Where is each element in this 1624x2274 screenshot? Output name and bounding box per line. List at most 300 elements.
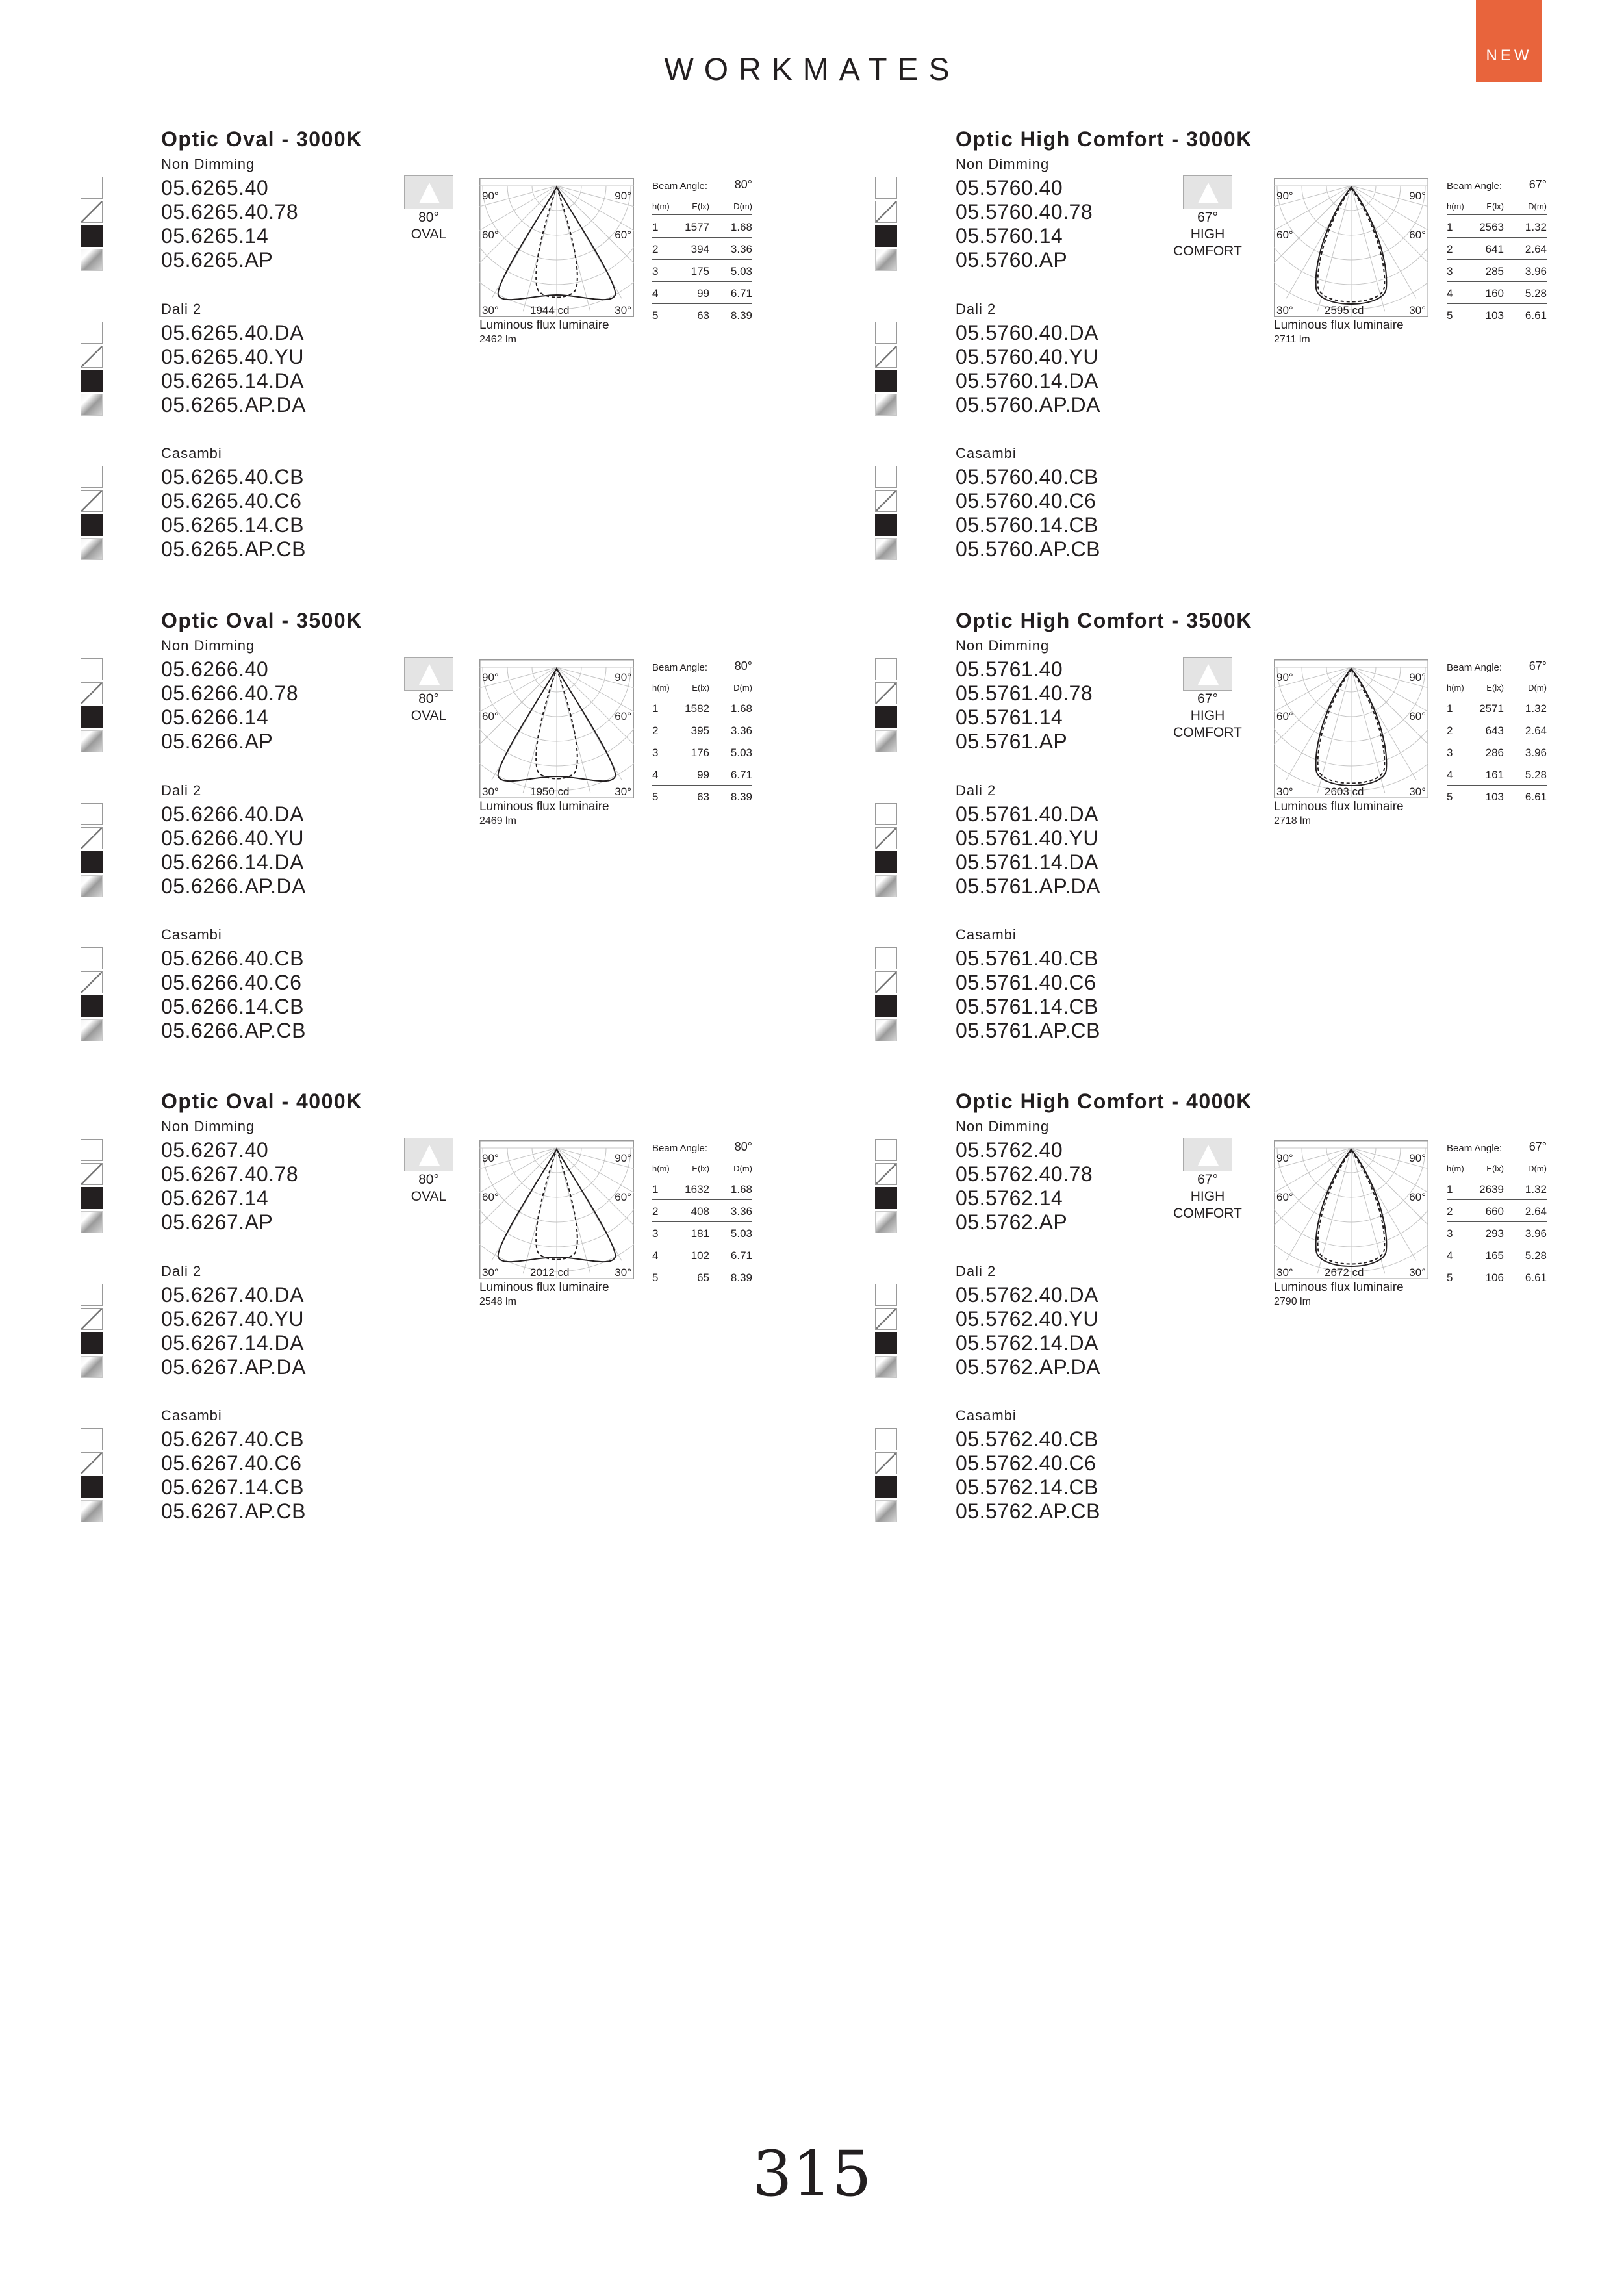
cell-illuminance: 103 <box>1485 309 1504 322</box>
group-label: Casambi <box>956 1407 1017 1424</box>
finish-swatch-line <box>875 346 897 368</box>
product-code: 05.6267.40.78 <box>161 1162 299 1186</box>
beam-angle-label-line: OVAL <box>411 708 447 723</box>
finish-swatch-line <box>875 827 897 849</box>
product-code-row <box>81 1427 444 1451</box>
cell-illuminance: 102 <box>691 1249 709 1262</box>
product-code: 05.6266.14.CB <box>161 995 304 1018</box>
finish-swatch-black <box>81 851 103 873</box>
product-code: 05.5761.40.C6 <box>956 971 1097 994</box>
cell-height: 3 <box>652 265 659 277</box>
cell-illuminance: 165 <box>1485 1249 1504 1262</box>
product-code-row <box>875 874 1239 898</box>
beam-angle-label <box>1169 1171 1247 1222</box>
polar-angle-label: 30° <box>615 1266 631 1279</box>
product-block <box>81 127 847 585</box>
finish-swatch-metal <box>875 1019 897 1041</box>
finish-swatch-white <box>81 466 103 488</box>
header-d: D(m) <box>1528 201 1547 211</box>
group-label: Dali 2 <box>956 301 996 317</box>
cell-diameter: 6.61 <box>1525 309 1547 322</box>
beam-angle-label <box>390 1171 468 1205</box>
finish-swatch-line <box>81 682 103 704</box>
cell-height: 2 <box>652 724 659 737</box>
table-header <box>652 682 752 696</box>
finish-swatch-line <box>875 1452 897 1474</box>
finish-swatch-black <box>875 706 897 728</box>
beam-angle-label-line: 80° <box>418 1172 439 1187</box>
finish-swatch-metal <box>81 1356 103 1378</box>
cell-height: 1 <box>1447 221 1453 233</box>
cell-diameter: 1.32 <box>1525 702 1547 715</box>
header-h: h(m) <box>1447 683 1464 693</box>
finish-swatch-black <box>875 995 897 1017</box>
product-code: 05.6265.14 <box>161 224 269 248</box>
product-code-row <box>875 1018 1239 1042</box>
product-code-row <box>875 368 1239 392</box>
cell-diameter: 3.36 <box>730 1205 752 1218</box>
product-code: 05.5762.40.YU <box>956 1307 1098 1331</box>
cell-diameter: 8.39 <box>730 309 752 322</box>
cell-diameter: 5.28 <box>1525 1249 1547 1262</box>
product-code: 05.6267.AP.DA <box>161 1355 306 1379</box>
table-row <box>652 282 752 304</box>
product-code-row <box>875 392 1239 416</box>
finish-swatch-black <box>875 1476 897 1498</box>
product-code: 05.6267.40.CB <box>161 1427 304 1451</box>
finish-swatch-white <box>81 322 103 344</box>
product-code-row <box>875 537 1239 561</box>
cell-diameter: 2.64 <box>1525 724 1547 737</box>
finish-swatch-black <box>81 370 103 392</box>
table-row <box>1447 763 1547 786</box>
header-d: D(m) <box>733 1164 752 1173</box>
cell-diameter: 5.03 <box>730 1227 752 1240</box>
cell-height: 2 <box>652 1205 659 1218</box>
cell-diameter: 6.71 <box>730 769 752 781</box>
group-label: Dali 2 <box>161 782 202 798</box>
polar-angle-label: 30° <box>1276 304 1293 316</box>
cell-diameter: 1.32 <box>1525 1183 1547 1195</box>
polar-angle-label: 90° <box>1409 671 1426 683</box>
beam-angle-label-line: HIGH <box>1190 227 1225 242</box>
beam-angle-value: 80° <box>734 1140 752 1153</box>
product-code-row <box>875 465 1239 489</box>
finish-swatch-white <box>875 658 897 680</box>
finish-swatch-white <box>81 947 103 969</box>
group-label: Dali 2 <box>161 1263 202 1279</box>
polar-angle-label: 30° <box>615 786 631 798</box>
product-code: 05.5760.40.DA <box>956 321 1098 344</box>
finish-swatch-metal <box>875 730 897 752</box>
beam-angle-caption: Beam Angle: <box>652 662 708 673</box>
product-code-row <box>81 489 444 513</box>
product-code: 05.6266.AP.DA <box>161 875 306 898</box>
finish-swatch-black <box>81 1476 103 1498</box>
table-row <box>652 1178 752 1200</box>
polar-angle-label: 90° <box>1276 190 1293 202</box>
product-code-row <box>81 465 444 489</box>
product-code: 05.6265.40.YU <box>161 345 304 368</box>
finish-swatch-white <box>81 803 103 825</box>
cell-illuminance: 175 <box>691 265 709 277</box>
product-code-row <box>81 994 444 1018</box>
cone-icon <box>1198 664 1219 685</box>
product-code: 05.5762.AP.DA <box>956 1355 1100 1379</box>
finish-swatch-white <box>875 947 897 969</box>
beam-angle-value: 67° <box>1529 659 1547 672</box>
product-code: 05.5762.14.CB <box>956 1476 1098 1499</box>
finish-swatch-black <box>81 706 103 728</box>
finish-swatch-line <box>875 1308 897 1330</box>
product-code: 05.6267.40.YU <box>161 1307 304 1331</box>
product-code: 05.6267.40 <box>161 1138 269 1162</box>
beam-angle-label-line: HIGH <box>1190 708 1225 723</box>
group-label: Non Dimming <box>956 637 1050 654</box>
finish-swatch-black <box>81 995 103 1017</box>
product-code-row <box>81 1138 444 1162</box>
header-h: h(m) <box>652 1164 670 1173</box>
cell-height: 3 <box>1447 747 1453 759</box>
polar-angle-label: 90° <box>1409 190 1426 202</box>
flux-label: Luminous flux luminaire <box>1274 318 1404 332</box>
beam-angle-row <box>1447 659 1547 675</box>
product-title: Optic Oval - 3000K <box>161 127 362 151</box>
group-label: Casambi <box>161 926 222 943</box>
finish-swatch-black <box>81 514 103 536</box>
table-row <box>652 260 752 282</box>
table-row <box>1447 741 1547 763</box>
header-e: E(lx) <box>692 683 709 693</box>
product-code: 05.6265.14.CB <box>161 513 304 537</box>
finish-swatch-metal <box>875 249 897 271</box>
beam-angle-row <box>652 1140 752 1156</box>
polar-diagram-svg <box>479 178 634 317</box>
header-e: E(lx) <box>1486 1164 1504 1173</box>
finish-swatch-white <box>81 1139 103 1161</box>
product-code: 05.6267.14 <box>161 1186 269 1210</box>
product-code-row <box>81 320 444 344</box>
beam-angle-caption: Beam Angle: <box>1447 181 1503 192</box>
product-code: 05.6266.AP <box>161 730 273 753</box>
cell-height: 1 <box>652 1183 659 1195</box>
product-code: 05.5761.40 <box>956 658 1063 681</box>
finish-swatch-line <box>875 1163 897 1185</box>
cell-diameter: 6.61 <box>1525 1271 1547 1284</box>
cell-height: 3 <box>652 747 659 759</box>
product-code-row <box>81 1331 444 1355</box>
table-row <box>652 238 752 260</box>
polar-angle-label: 60° <box>615 710 631 722</box>
cell-height: 1 <box>1447 1183 1453 1195</box>
table-row <box>1447 1244 1547 1266</box>
table-header <box>1447 1162 1547 1177</box>
flux-label: Luminous flux luminaire <box>1274 800 1404 813</box>
product-block <box>81 611 847 1066</box>
finish-swatch-black <box>875 370 897 392</box>
product-code: 05.5760.14.DA <box>956 369 1098 392</box>
finish-swatch-line <box>81 346 103 368</box>
product-code-row <box>81 1499 444 1523</box>
product-code-row <box>81 368 444 392</box>
beam-angle-label-line: OVAL <box>411 227 447 242</box>
product-code-row <box>81 392 444 416</box>
beam-angle-label <box>390 209 468 243</box>
cell-illuminance: 2639 <box>1479 1183 1504 1195</box>
cell-height: 5 <box>652 309 659 322</box>
table-row <box>652 304 752 326</box>
finish-swatch-black <box>875 514 897 536</box>
polar-angle-label: 90° <box>615 1152 631 1164</box>
cell-illuminance: 395 <box>691 724 709 737</box>
product-code: 05.6266.40.C6 <box>161 971 302 994</box>
polar-diagram <box>479 178 634 320</box>
beam-angle-icon <box>404 175 453 209</box>
product-code: 05.5760.14 <box>956 224 1063 248</box>
finish-swatch-black <box>875 1332 897 1354</box>
finish-swatch-line <box>875 682 897 704</box>
cell-diameter: 2.64 <box>1525 243 1547 255</box>
peak-intensity-label: 2012 cd <box>530 1266 570 1279</box>
peak-intensity-label: 1950 cd <box>530 786 570 798</box>
cell-height: 3 <box>652 1227 659 1240</box>
cone-icon <box>419 664 440 685</box>
polar-angle-label: 60° <box>615 229 631 241</box>
beam-angle-row <box>652 659 752 675</box>
finish-swatch-metal <box>875 1356 897 1378</box>
polar-diagram-svg <box>1274 659 1428 798</box>
product-code: 05.5760.AP.CB <box>956 537 1100 561</box>
cone-icon <box>419 1145 440 1166</box>
product-code-row <box>81 657 444 681</box>
cone-icon <box>419 183 440 203</box>
polar-grid-ray <box>1351 667 1416 780</box>
cell-diameter: 1.68 <box>730 1183 752 1195</box>
polar-angle-label: 90° <box>482 190 499 202</box>
product-code-row <box>81 1475 444 1499</box>
polar-angle-label: 30° <box>1409 786 1426 798</box>
product-code: 05.6265.AP <box>161 248 273 272</box>
product-code-row <box>81 1210 444 1234</box>
cell-height: 5 <box>652 1271 659 1284</box>
product-code-row <box>81 537 444 561</box>
cell-height: 2 <box>652 243 659 255</box>
product-code-row <box>81 1018 444 1042</box>
polar-angle-label: 60° <box>1276 710 1293 722</box>
finish-swatch-black <box>875 1187 897 1209</box>
polar-angle-label: 30° <box>1276 1266 1293 1279</box>
product-code-row <box>875 850 1239 874</box>
beam-angle-icon <box>404 1138 453 1171</box>
product-code: 05.5760.40.CB <box>956 465 1098 489</box>
cell-illuminance: 63 <box>697 791 709 803</box>
cell-height: 2 <box>1447 1205 1453 1218</box>
product-code-row <box>81 1355 444 1379</box>
product-code: 05.6265.40.78 <box>161 200 299 224</box>
cell-height: 4 <box>1447 1249 1453 1262</box>
beam-angle-value: 80° <box>734 659 752 672</box>
header-d: D(m) <box>733 201 752 211</box>
polar-angle-label: 90° <box>1276 1152 1293 1164</box>
product-code-row <box>875 1499 1239 1523</box>
cell-illuminance: 293 <box>1485 1227 1504 1240</box>
cell-height: 4 <box>652 287 659 300</box>
polar-angle-label: 30° <box>482 304 499 316</box>
cell-illuminance: 161 <box>1485 769 1504 781</box>
product-code: 05.6267.AP.CB <box>161 1500 306 1523</box>
cell-illuminance: 63 <box>697 309 709 322</box>
beam-angle-caption: Beam Angle: <box>1447 662 1503 673</box>
finish-swatch-metal <box>81 875 103 897</box>
flux-label: Luminous flux luminaire <box>479 800 609 813</box>
finish-swatch-white <box>875 803 897 825</box>
cell-diameter: 3.36 <box>730 243 752 255</box>
product-code: 05.6266.14.DA <box>161 850 304 874</box>
table-row <box>652 1222 752 1244</box>
finish-swatch-white <box>875 177 897 199</box>
product-code: 05.5762.14.DA <box>956 1331 1098 1355</box>
table-row <box>1447 697 1547 719</box>
group-label: Casambi <box>161 445 222 461</box>
cell-diameter: 1.68 <box>730 702 752 715</box>
product-code-row <box>81 344 444 368</box>
product-code: 05.5762.AP <box>956 1210 1068 1234</box>
polar-diagram <box>1274 1140 1428 1283</box>
cone-icon <box>1198 183 1219 203</box>
finish-swatch-metal <box>81 1211 103 1233</box>
beam-angle-value: 67° <box>1529 178 1547 191</box>
product-title: Optic High Comfort - 4000K <box>956 1090 1252 1113</box>
product-code: 05.5760.40.78 <box>956 200 1093 224</box>
table-row <box>652 1266 752 1288</box>
beam-angle-row <box>652 178 752 194</box>
group-label: Casambi <box>956 445 1017 461</box>
polar-diagram-svg <box>479 1140 634 1279</box>
product-code: 05.6266.40.78 <box>161 682 299 705</box>
product-code: 05.6267.AP <box>161 1210 273 1234</box>
beam-angle-label <box>1169 691 1247 741</box>
table-row <box>1447 1200 1547 1222</box>
product-code: 05.5760.14.CB <box>956 513 1098 537</box>
cell-illuminance: 1577 <box>685 221 709 233</box>
polar-diagram <box>1274 178 1428 320</box>
beam-angle-label-line: COMFORT <box>1173 1206 1242 1221</box>
product-code-row <box>875 946 1239 970</box>
header-h: h(m) <box>652 201 670 211</box>
beam-angle-label <box>390 691 468 724</box>
group-label: Dali 2 <box>956 1263 996 1279</box>
header-d: D(m) <box>1528 683 1547 693</box>
group-label: Non Dimming <box>956 1118 1050 1134</box>
product-code-row <box>875 513 1239 537</box>
beam-angle-icon <box>404 657 453 691</box>
flux-label: Luminous flux luminaire <box>479 318 609 332</box>
cell-height: 2 <box>1447 243 1453 255</box>
page-title: WORKMATES <box>664 53 960 87</box>
product-code-row <box>81 970 444 994</box>
product-code: 05.5761.40.78 <box>956 682 1093 705</box>
peak-intensity-label: 2595 cd <box>1325 304 1364 316</box>
product-code: 05.5761.40.CB <box>956 947 1098 970</box>
cell-diameter: 3.36 <box>730 724 752 737</box>
table-row <box>652 216 752 238</box>
finish-swatch-black <box>81 1332 103 1354</box>
cell-height: 5 <box>652 791 659 803</box>
product-code-row <box>81 874 444 898</box>
table-row <box>652 1244 752 1266</box>
flux-value: 2469 lm <box>479 815 516 826</box>
flux-value: 2790 lm <box>1274 1296 1311 1307</box>
product-code: 05.6265.AP.CB <box>161 537 306 561</box>
cell-illuminance: 1582 <box>685 702 709 715</box>
product-code-row <box>81 248 444 272</box>
product-code-row <box>875 802 1239 826</box>
header-e: E(lx) <box>1486 683 1504 693</box>
product-code-row <box>81 513 444 537</box>
product-code: 05.5761.AP.CB <box>956 1019 1100 1042</box>
product-code-row <box>81 1307 444 1331</box>
beam-angle-label-line: HIGH <box>1190 1189 1225 1204</box>
product-code: 05.5761.14 <box>956 706 1063 729</box>
finish-swatch-line <box>81 827 103 849</box>
product-code-row <box>875 1283 1239 1307</box>
product-code: 05.6267.14.CB <box>161 1476 304 1499</box>
cell-height: 3 <box>1447 1227 1453 1240</box>
product-code: 05.6265.40.DA <box>161 321 304 344</box>
cell-height: 2 <box>1447 724 1453 737</box>
new-badge: NEW <box>1476 0 1542 82</box>
product-code: 05.6266.40.CB <box>161 947 304 970</box>
product-code-row <box>81 729 444 753</box>
beam-angle-icon <box>1183 1138 1232 1171</box>
flux-value: 2718 lm <box>1274 815 1311 826</box>
beam-angle-label <box>1169 209 1247 260</box>
group-label: Casambi <box>956 926 1017 943</box>
product-code-row <box>875 1451 1239 1475</box>
product-code-row <box>875 1475 1239 1499</box>
product-title: Optic Oval - 3500K <box>161 609 362 632</box>
product-title: Optic High Comfort - 3000K <box>956 127 1252 151</box>
product-code: 05.5760.40.YU <box>956 345 1098 368</box>
product-code-row <box>875 320 1239 344</box>
polar-angle-label: 60° <box>1276 1191 1293 1203</box>
cell-illuminance: 103 <box>1485 791 1504 803</box>
peak-intensity-label: 2603 cd <box>1325 786 1364 798</box>
beam-angle-label-line: 67° <box>1197 691 1218 706</box>
table-header <box>652 200 752 215</box>
product-code-row <box>875 994 1239 1018</box>
table-row <box>1447 786 1547 807</box>
finish-swatch-white <box>81 177 103 199</box>
beam-angle-caption: Beam Angle: <box>652 181 708 192</box>
beam-angle-label-line: COMFORT <box>1173 244 1242 259</box>
product-code: 05.6267.40.C6 <box>161 1451 302 1475</box>
product-code: 05.5760.AP <box>956 248 1068 272</box>
table-header <box>652 1162 752 1177</box>
product-code: 05.6265.AP.DA <box>161 393 306 416</box>
polar-diagram <box>1274 659 1428 802</box>
finish-swatch-line <box>81 490 103 512</box>
product-code-row <box>875 826 1239 850</box>
flux-value: 2462 lm <box>479 334 516 345</box>
finish-swatch-metal <box>81 249 103 271</box>
product-code: 05.6266.AP.CB <box>161 1019 306 1042</box>
table-row <box>1447 719 1547 741</box>
cell-diameter: 5.03 <box>730 747 752 759</box>
cell-illuminance: 286 <box>1485 747 1504 759</box>
finish-swatch-metal <box>81 1019 103 1041</box>
finish-swatch-white <box>81 1428 103 1450</box>
